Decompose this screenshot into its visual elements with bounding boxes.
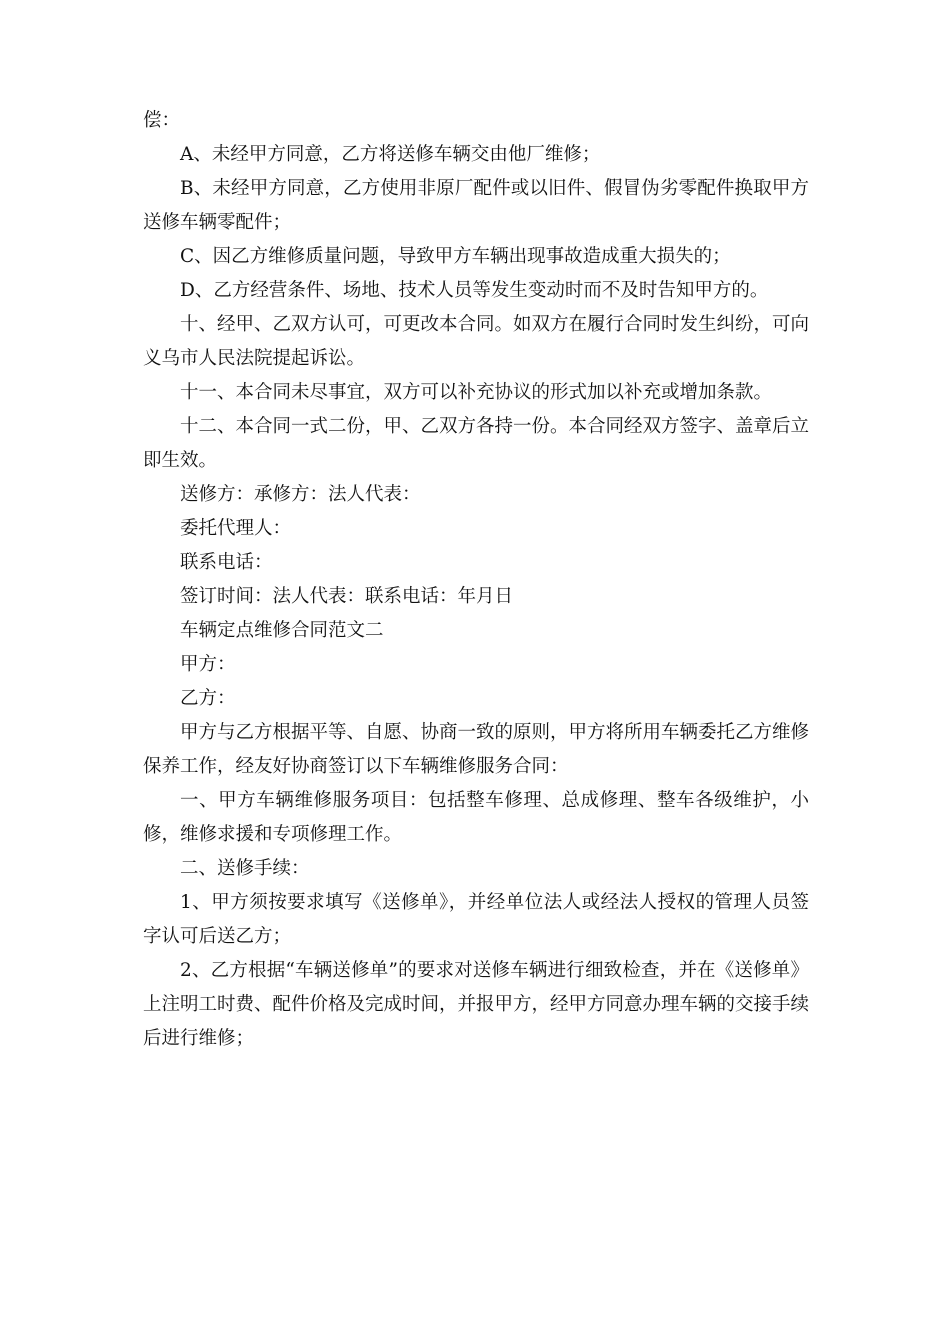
paragraph: 一、甲方车辆维修服务项目：包括整车修理、总成修理、整车各级维护，小修，维修求援和专项修理工作。 xyxy=(143,790,809,845)
paragraph: 十一、本合同未尽事宜，双方可以补充协议的形式加以补充或增加条款。 xyxy=(180,382,773,403)
party-b-line: 乙方： xyxy=(180,688,236,709)
paragraph: C、因乙方维修质量问题，导致甲方车辆出现事故造成重大损失的； xyxy=(180,246,731,267)
paragraph: 1、甲方须按要求填写《送修单》，并经单位法人或经法人授权的管理人员签字认可后送乙方； xyxy=(143,892,809,947)
party-a-line: 甲方： xyxy=(180,654,236,675)
paragraph: 十、经甲、乙双方认可，可更改本合同。如双方在履行合同时发生纠纷，可向义乌市人民法院提起诉讼。 xyxy=(143,314,810,369)
paragraph: 2、乙方根据“车辆送修单”的要求对送修车辆进行细致检查，并在《送修单》上注明工时费、配件价格及完成时间，并报甲方，经甲方同意办理车辆的交接手续后进行维修； xyxy=(143,960,810,1049)
paragraph: D、乙方经营条件、场地、技术人员等发生变动时而不及时告知甲方的。 xyxy=(180,280,769,301)
paragraph: B、未经甲方同意，乙方使用非原厂配件或以旧件、假冒伪劣零配件换取甲方送修车辆零配件； xyxy=(143,178,809,233)
paragraph: 十二、本合同一式二份，甲、乙双方各持一份。本合同经双方签字、盖章后立即生效。 xyxy=(143,416,810,471)
signature-line: 送修方：承修方：法人代表： xyxy=(180,484,421,505)
paragraph: 二、送修手续： xyxy=(180,858,310,879)
section-title: 车辆定点维修合同范文二 xyxy=(180,620,384,641)
paragraph: 甲方与乙方根据平等、自愿、协商一致的原则，甲方将所用车辆委托乙方维修保养工作，经友好协商签订以下车辆维修服务合同： xyxy=(143,722,810,777)
signature-line: 委托代理人： xyxy=(180,518,292,539)
signature-line: 签订时间：法人代表：联系电话：年月日 xyxy=(180,586,514,607)
paragraph: A、未经甲方同意，乙方将送修车辆交由他厂维修； xyxy=(180,144,601,165)
document-body xyxy=(143,104,809,1056)
signature-line: 联系电话： xyxy=(180,552,273,573)
paragraph: 偿： xyxy=(143,110,181,131)
